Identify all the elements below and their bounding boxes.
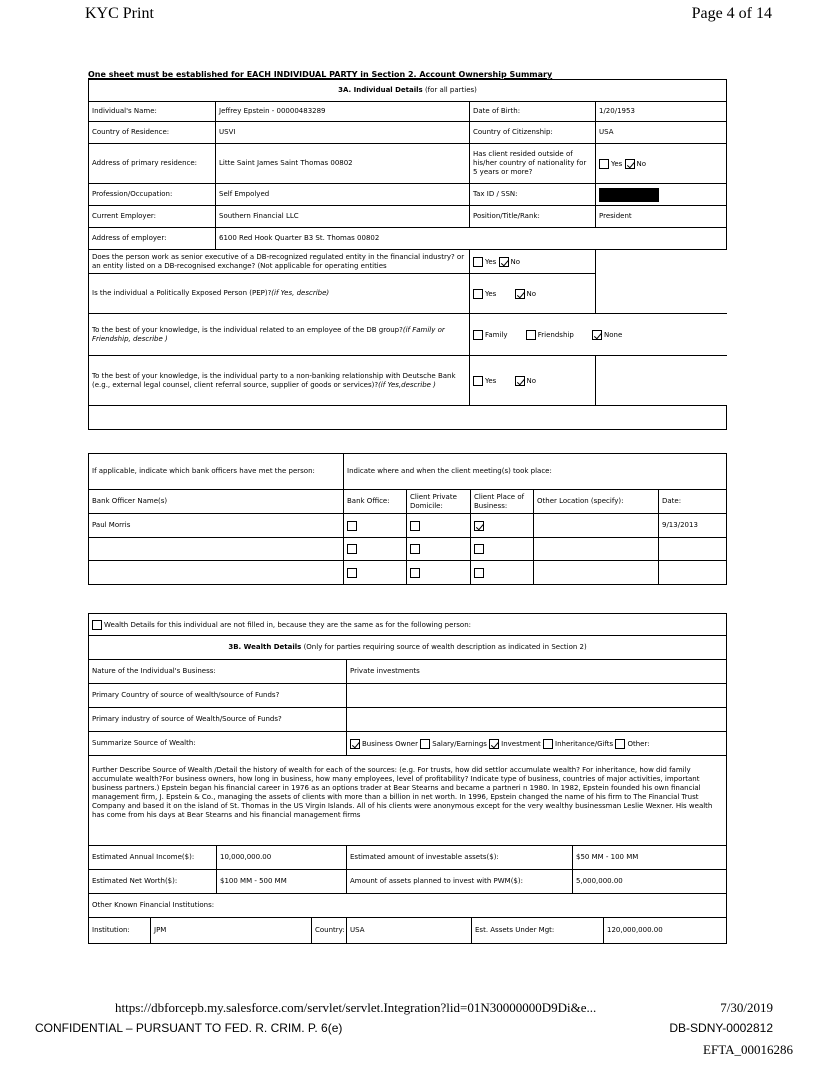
- section-3a-subheading: (for all parties): [422, 86, 477, 94]
- officer-name: Paul Morris: [89, 514, 344, 538]
- meetings-header-row: [89, 490, 727, 514]
- nonbank-options: [470, 356, 596, 406]
- meetings-table: [88, 453, 727, 585]
- print-header-title: KYC Print: [85, 5, 154, 22]
- section-3a-heading: 3A. Individual Details: [338, 86, 423, 94]
- office-checkbox[interactable]: [347, 544, 357, 554]
- planned-value: 5,000,000.00: [573, 870, 727, 894]
- country-fi-value: USA: [347, 918, 472, 944]
- other-location: [534, 561, 659, 585]
- business-cell: [471, 538, 534, 561]
- individual-details-table: [88, 79, 727, 430]
- salary-checkbox[interactable]: [420, 739, 430, 749]
- officer-name: [89, 538, 344, 561]
- domicile-checkbox[interactable]: [410, 521, 420, 531]
- investment-checkbox[interactable]: [489, 739, 499, 749]
- pep-yes-label: Yes: [485, 289, 497, 298]
- outside-no-checkbox[interactable]: [625, 159, 635, 169]
- col-other: Other Location (specify):: [534, 490, 659, 514]
- pep-yes-checkbox[interactable]: [473, 289, 483, 299]
- pep-options: [470, 274, 596, 314]
- networth-value: $100 MM - 500 MM: [217, 870, 347, 894]
- aum-label: Est. Assets Under Mgt:: [472, 918, 604, 944]
- business-cell: [471, 514, 534, 538]
- institution-value: JPM: [151, 918, 312, 944]
- pep-question: [89, 274, 470, 314]
- col-business: Client Place of Business:: [471, 490, 534, 514]
- section-3b-heading: 3B. Wealth Details: [228, 643, 302, 651]
- name-row: [89, 102, 727, 122]
- office-cell: [344, 561, 407, 585]
- nonbank-yes-checkbox[interactable]: [473, 376, 483, 386]
- income-row: [89, 846, 727, 870]
- other-fi-row: [89, 894, 727, 918]
- business-checkbox[interactable]: [474, 568, 484, 578]
- domicile-cell: [407, 561, 471, 585]
- related-question: [89, 314, 470, 356]
- outside-no-label: No: [636, 159, 647, 168]
- related-question-text: To the best of your knowledge, is the individual related to an employee of the DB group?: [92, 325, 403, 334]
- domicile-cell: [407, 538, 471, 561]
- other-location: [534, 538, 659, 561]
- residence-row: [89, 122, 727, 144]
- senior-exec-yes-checkbox[interactable]: [473, 257, 483, 267]
- investable-label: Estimated amount of investable assets($):: [347, 846, 573, 870]
- industry-row: [89, 708, 727, 732]
- individual-details-title: [89, 80, 727, 102]
- nature-label: Nature of the Individual's Business:: [89, 660, 347, 684]
- domicile-checkbox[interactable]: [410, 544, 420, 554]
- officer-name: [89, 561, 344, 585]
- wealth-details-table: [88, 613, 727, 944]
- where-question: Indicate where and when the client meeting(s) took place:: [344, 454, 727, 490]
- profession-label: Profession/Occupation:: [89, 184, 216, 206]
- further-row: [89, 756, 727, 846]
- other-fi-label: Other Known Financial Institutions:: [89, 894, 727, 918]
- none-checkbox[interactable]: [592, 330, 602, 340]
- country-row: [89, 684, 727, 708]
- institution-label: Institution:: [89, 918, 151, 944]
- name-label: Individual's Name:: [89, 102, 216, 122]
- nature-row: [89, 660, 727, 684]
- same-as-checkbox[interactable]: [92, 620, 102, 630]
- wealth-details-title: [89, 636, 727, 660]
- confidential-notice: CONFIDENTIAL – PURSUANT TO FED. R. CRIM. P. 6(e): [35, 1021, 343, 1035]
- other-checkbox[interactable]: [615, 739, 625, 749]
- citizenship-label: Country of Citizenship:: [470, 122, 596, 144]
- name-value: Jeffrey Epstein - 00000483289: [216, 102, 470, 122]
- business-checkbox[interactable]: [474, 544, 484, 554]
- nonbank-question-text: To the best of your knowledge, is the individual party to a non-banking relationship with Deutsche Bank (e.g., external legal counsel, client referral source, supplier of goods or services)?: [92, 371, 456, 389]
- spacer-row: [89, 406, 727, 430]
- senior-exec-no-checkbox[interactable]: [499, 257, 509, 267]
- blank-cell: [596, 356, 727, 406]
- spacer-cell: [89, 406, 727, 430]
- business-owner-label: Business Owner: [362, 739, 418, 748]
- institution-row: [89, 918, 727, 944]
- summarize-label: Summarize Source of Wealth:: [89, 732, 347, 756]
- table-row: [89, 561, 727, 585]
- industry-label: Primary industry of source of Wealth/Source of Funds?: [89, 708, 347, 732]
- pep-note: (if Yes, describe): [271, 289, 330, 297]
- planned-label: Amount of assets planned to invest with PWM($):: [347, 870, 573, 894]
- office-checkbox[interactable]: [347, 521, 357, 531]
- inheritance-label: Inheritance/Gifts: [555, 739, 614, 748]
- family-label: Family: [485, 330, 508, 339]
- other-location: [534, 514, 659, 538]
- outside-nationality-options: [596, 144, 727, 184]
- bates-number-db: DB-SDNY-0002812: [669, 1021, 773, 1035]
- inheritance-checkbox[interactable]: [543, 739, 553, 749]
- nonbank-no-label: No: [526, 376, 537, 385]
- section-3b-subheading: (Only for parties requiring source of wealth description as indicated in Section 2): [301, 643, 587, 651]
- same-as-text: Wealth Details for this individual are not filled in, because they are the same as for the following person:: [104, 620, 472, 629]
- col-office: Bank Office:: [344, 490, 407, 514]
- residence-label: Country of Residence:: [89, 122, 216, 144]
- pep-question-text: Is the individual a Politically Exposed Person (PEP)?: [92, 289, 272, 297]
- senior-exec-no-label: No: [510, 257, 521, 266]
- residence-value: USVI: [216, 122, 470, 144]
- office-checkbox[interactable]: [347, 568, 357, 578]
- business-cell: [471, 561, 534, 585]
- pep-no-label: No: [526, 289, 537, 298]
- address-label: Address of primary residence:: [89, 144, 216, 184]
- pep-row: [89, 274, 727, 314]
- domicile-cell: [407, 514, 471, 538]
- page-number: Page 4 of 14: [691, 5, 772, 22]
- further-description: Further Describe Source of Wealth /Detail the history of wealth for each of the sources: (e.g. For trusts, how did settlor accumulate wealth? For inheritance, how did family accumulate wealth?For business owners, how long in business, how many employees, level of profitability? Indicate type of business, countries of major activities, important business partners.) Epstein began his financial career in 1976 as an options trader at Bear Stearns and became a partneri n 1980. In 1982, Epstein founded his own financial management firm, J. Epstein & Co., managing the assets of clients with more than a billion in net worth. In 1996, Epstein changed the name of his firm to The Financial Trust Company and based it on the island of St. Thomas in the US Virgin Islands. All of his clients were anonymous except for the very wealthy businessman Leslie Wexner. His wealth has come from his days at Bear Stearns and his financial management firms: [89, 756, 727, 846]
- same-as-row: [89, 614, 727, 636]
- office-cell: [344, 538, 407, 561]
- domicile-checkbox[interactable]: [410, 568, 420, 578]
- citizenship-value: USA: [596, 122, 727, 144]
- nonbank-no-checkbox[interactable]: [515, 376, 525, 386]
- country-label: Primary Country of source of wealth/source of Funds?: [89, 684, 347, 708]
- col-domicile: Client Private Domicile:: [407, 490, 471, 514]
- employer-label: Current Employer:: [89, 206, 216, 228]
- position-label: Position/Title/Rank:: [470, 206, 596, 228]
- blank-cell: [596, 250, 727, 274]
- profession-value: Self Empolyed: [216, 184, 470, 206]
- meeting-date: [659, 538, 727, 561]
- table-row: [89, 514, 727, 538]
- friendship-checkbox[interactable]: [526, 330, 536, 340]
- address-value: Litte Saint James Saint Thomas 00802: [216, 144, 470, 184]
- salary-label: Salary/Earnings: [432, 739, 487, 748]
- outside-yes-label: Yes: [611, 159, 623, 168]
- col-officer: Bank Officer Name(s): [89, 490, 344, 514]
- bates-number-efta: EFTA_00016286: [703, 1042, 793, 1057]
- position-value: President: [596, 206, 727, 228]
- col-date: Date:: [659, 490, 727, 514]
- nonbank-row: [89, 356, 727, 406]
- related-options: [470, 314, 727, 356]
- senior-exec-yes-label: Yes: [485, 257, 497, 266]
- summarize-options: [347, 732, 727, 756]
- employer-address-value: 6100 Red Hook Quarter B3 St. Thomas 00802: [216, 228, 727, 250]
- nonbank-yes-label: Yes: [485, 376, 497, 385]
- investment-label: Investment: [501, 739, 541, 748]
- meeting-date: [659, 561, 727, 585]
- employer-address-row: [89, 228, 727, 250]
- networth-label: Estimated Net Worth($):: [89, 870, 217, 894]
- pep-no-checkbox[interactable]: [515, 289, 525, 299]
- dob-label: Date of Birth:: [470, 102, 596, 122]
- redaction-box: [599, 188, 659, 202]
- income-value: 10,000,000.00: [217, 846, 347, 870]
- country-value: [347, 684, 727, 708]
- nonbank-question: [89, 356, 470, 406]
- profession-row: [89, 184, 727, 206]
- other-label: Other:: [627, 739, 650, 748]
- networth-row: [89, 870, 727, 894]
- business-checkbox[interactable]: [474, 521, 484, 531]
- nonbank-note: (if Yes,describe ): [378, 380, 436, 389]
- country-fi-label: Country:: [312, 918, 347, 944]
- friendship-label: Friendship: [537, 330, 574, 339]
- dob-value: 1/20/1953: [596, 102, 727, 122]
- investable-value: $50 MM - 100 MM: [573, 846, 727, 870]
- sheet-instruction: One sheet must be established for EACH INDIVIDUAL PARTY in Section 2. Account Ownership Summary: [88, 70, 553, 79]
- industry-value: [347, 708, 727, 732]
- none-label: None: [604, 330, 623, 339]
- family-checkbox[interactable]: [473, 330, 483, 340]
- related-note: (if Family or Friendship, describe ): [92, 325, 445, 343]
- nature-value: Private investments: [347, 660, 727, 684]
- outside-yes-checkbox[interactable]: [599, 159, 609, 169]
- meeting-date: 9/13/2013: [659, 514, 727, 538]
- summarize-row: [89, 732, 727, 756]
- taxid-value: [596, 184, 727, 206]
- taxid-label: Tax ID / SSN:: [470, 184, 596, 206]
- employer-row: [89, 206, 727, 228]
- senior-exec-options: [470, 250, 596, 274]
- income-label: Estimated Annual Income($):: [89, 846, 217, 870]
- employer-address-label: Address of employer:: [89, 228, 216, 250]
- print-date: 7/30/2019: [720, 1000, 773, 1015]
- print-url: https://dbforcepb.my.salesforce.com/servlet/servlet.Integration?lid=01N30000000D9Di&e...: [115, 1000, 597, 1015]
- senior-exec-row: [89, 250, 727, 274]
- outside-nationality-label: Has client resided outside of his/her country of nationality for 5 years or more?: [470, 144, 596, 184]
- employer-value: Southern Financial LLC: [216, 206, 470, 228]
- blank-cell: [596, 274, 727, 314]
- business-owner-checkbox[interactable]: [350, 739, 360, 749]
- table-row: [89, 538, 727, 561]
- officers-question: If applicable, indicate which bank officers have met the person:: [89, 454, 344, 490]
- address-row: [89, 144, 727, 184]
- aum-value: 120,000,000.00: [604, 918, 727, 944]
- senior-exec-question: Does the person work as senior executive of a DB-recognized regulated entity in the financial industry? or an entity listed on a DB-recognised exchange? (Not applicable for operating entities: [89, 250, 470, 274]
- related-row: [89, 314, 727, 356]
- office-cell: [344, 514, 407, 538]
